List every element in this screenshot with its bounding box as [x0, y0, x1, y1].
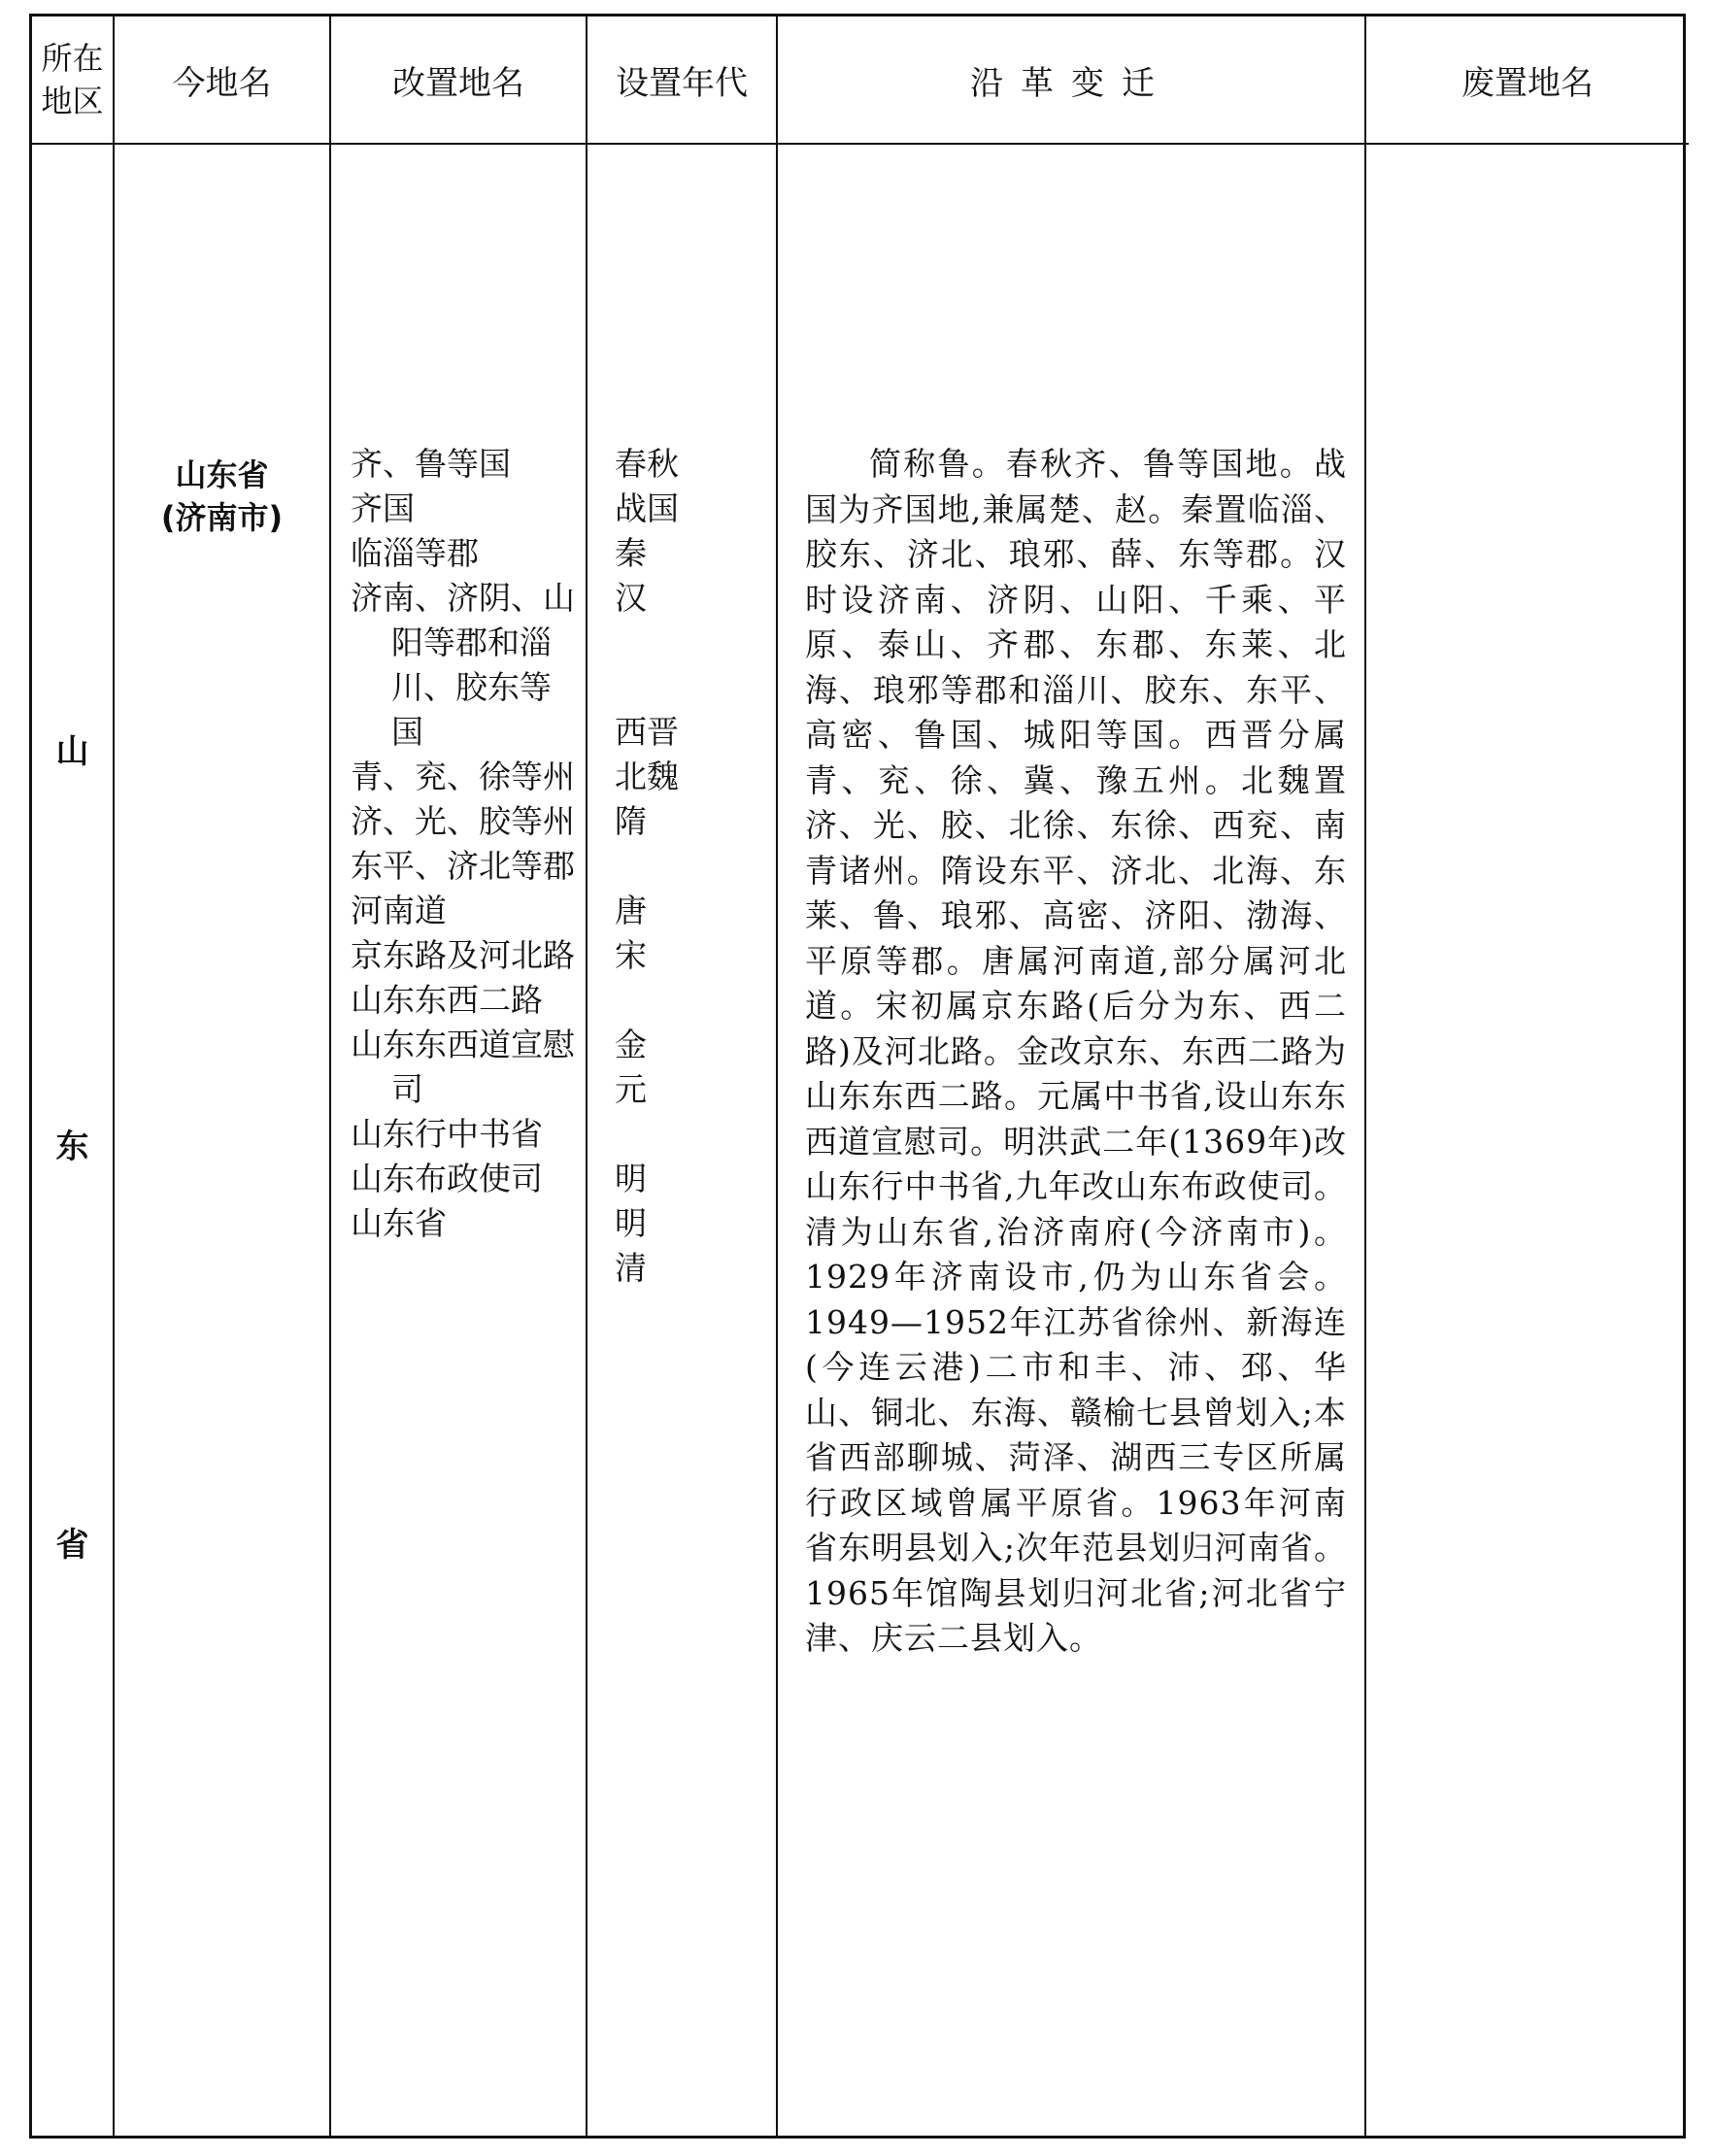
list-item: 春秋	[615, 445, 679, 483]
list-item: 山东布政使司	[351, 1160, 543, 1197]
era-list	[588, 145, 776, 1291]
header-region-line2: 地区	[41, 83, 104, 119]
list-item: 河南道	[351, 892, 447, 929]
list-item: 战国	[615, 489, 679, 527]
header-changed-name: 改置地名	[330, 17, 587, 144]
history-cell	[777, 144, 1365, 2136]
list-item: 山东行中书省	[351, 1115, 543, 1153]
list-item: 金	[615, 1026, 647, 1063]
list-item: 山东东西道宣慰司	[351, 1026, 575, 1108]
abolished-name-cell	[1365, 144, 1689, 2136]
list-item: 宋	[615, 936, 647, 974]
header-row	[32, 17, 1689, 144]
header-abolished-name: 废置地名	[1365, 17, 1689, 144]
changed-name-list	[331, 145, 586, 1246]
header-era: 设置年代	[587, 17, 777, 144]
list-item: 京东路及河北路	[351, 936, 575, 974]
gazetteer-page	[29, 14, 1686, 2139]
gazetteer-table	[32, 17, 1689, 2136]
list-item: 西晋	[615, 713, 679, 751]
list-item: 秦	[615, 534, 647, 572]
list-item: 济南、济阴、山阳等郡和淄川、胶东等国	[351, 579, 575, 751]
header-region-line1: 所在	[41, 40, 104, 77]
current-name-line1: 山东省	[175, 456, 269, 493]
list-item: 明	[615, 1204, 647, 1242]
current-name	[115, 145, 329, 539]
list-item: 山东省	[351, 1204, 447, 1242]
list-item: 齐国	[351, 489, 415, 527]
list-item: 唐	[615, 892, 647, 929]
current-name-cell	[114, 144, 330, 2136]
table-row	[32, 144, 1689, 2136]
list-item: 青、兖、徐等州	[351, 758, 575, 795]
list-item: 隋	[615, 802, 647, 840]
current-name-line2: (济南市)	[160, 499, 284, 536]
region-char: 东	[55, 1128, 89, 1166]
list-item: 济、光、胶等州	[351, 802, 575, 840]
list-item: 明	[615, 1160, 647, 1197]
header-current-name: 今地名	[114, 17, 330, 144]
era-cell	[587, 144, 777, 2136]
list-item: 清	[615, 1249, 647, 1287]
list-item: 东平、济北等郡	[351, 847, 575, 885]
list-item: 临淄等郡	[351, 534, 479, 572]
region-char: 山	[55, 732, 89, 771]
changed-name-cell	[330, 144, 587, 2136]
list-item: 汉	[615, 579, 647, 617]
history-text: 简称鲁。春秋齐、鲁等国地。战国为齐国地,兼属楚、赵。秦置临淄、胶东、济北、琅邪、薛、东等郡。汉时设济南、济阴、山阳、千乘、平原、泰山、齐郡、东郡、东莱、北海、琅邪等郡和淄川、胶东、东平、高密、鲁国、城阳等国。西晋分属青、兖、徐、冀、豫五州。北魏置济、光、胶、北徐、东徐、西兖、南青诸州。隋设东平、济北、北海、东莱、鲁、琅邪、高密、济阳、渤海、平原等郡。唐属河南道,部分属河北道。宋初属京东路(后分为东、西二路)及河北路。金改京东、东西二路为山东东西二路。元属中书省,设山东东西道宣慰司。明洪武二年(1369年)改山东行中书省,九年改山东布政使司。清为山东省,治济南府(今济南市)。1929年济南设市,仍为山东省会。1949—1952年江苏省徐州、新海连(今连云港)二市和丰、沛、邳、华山、铜北、东海、赣榆七县曾划入;本省西部聊城、菏泽、湖西三专区所属行政区域曾属平原省。1963年河南省东明县划入;次年范县划归河南省。1965年馆陶县划归河北省;河北省宁津、庆云二县划入。	[805, 445, 1347, 1657]
list-item: 元	[615, 1070, 647, 1108]
region-cell	[32, 144, 114, 2136]
list-item: 山东东西二路	[351, 981, 543, 1019]
header-changes: 沿革变迁	[777, 17, 1365, 144]
list-item: 北魏	[615, 758, 679, 795]
list-item: 齐、鲁等国	[351, 445, 511, 483]
region-char: 省	[55, 1526, 89, 1565]
header-region	[32, 17, 114, 144]
